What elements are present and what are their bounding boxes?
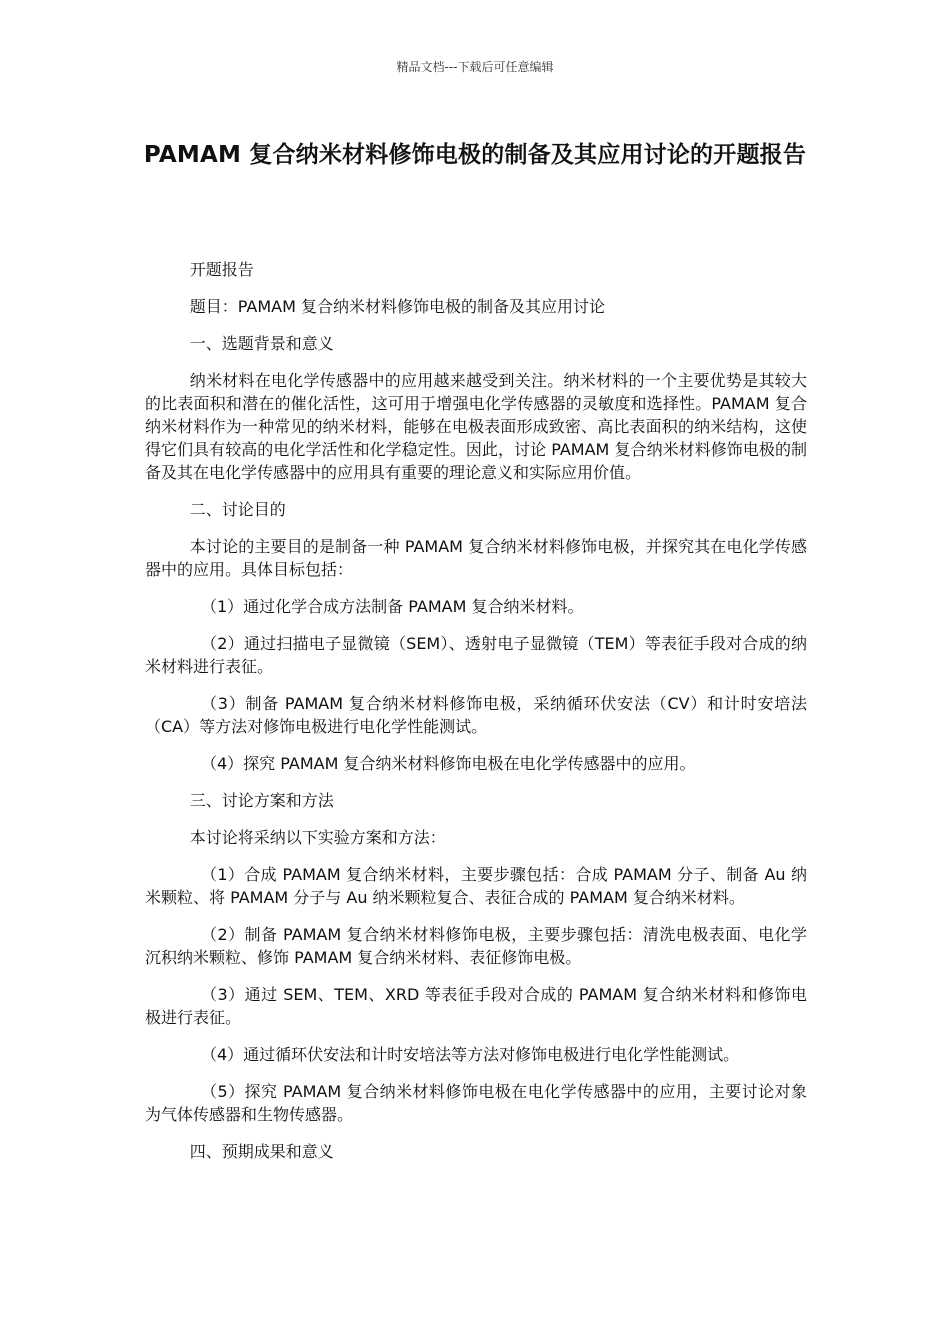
page-header-note: 精品文档---下载后可任意编辑: [396, 60, 554, 74]
methods-intro: 本讨论将采纳以下实验方案和方法：: [189, 828, 446, 847]
report-label: 开题报告: [189, 260, 254, 279]
methods-item-5: （5）探究 PAMAM 复合纳米材料修饰电极在电化学传感器中的应用，主要讨论对象为气体传感器和生物传感器。: [145, 1082, 807, 1124]
section-heading-purpose: 二、讨论目的: [189, 500, 286, 519]
section-heading-methods: 三、讨论方案和方法: [189, 791, 334, 810]
purpose-item-4: （4）探究 PAMAM 复合纳米材料修饰电极在电化学传感器中的应用。: [201, 754, 696, 773]
methods-item-2: （2）制备 PAMAM 复合纳米材料修饰电极，主要步骤包括：清洗电极表面、电化学沉积纳米颗粒、修饰 PAMAM 复合纳米材料、表征修饰电极。: [145, 925, 807, 967]
purpose-item-2: （2）通过扫描电子显微镜（SEM）、透射电子显微镜（TEM）等表征手段对合成的纳米材料进行表征。: [145, 634, 807, 676]
document-body: [145, 258, 807, 1177]
methods-item-4: （4）通过循环伏安法和计时安培法等方法对修饰电极进行电化学性能测试。: [201, 1045, 740, 1064]
document-title: PAMAM 复合纳米材料修饰电极的制备及其应用讨论的开题报告: [143, 142, 807, 168]
section-heading-background: 一、选题背景和意义: [189, 334, 334, 353]
purpose-item-1: （1）通过化学合成方法制备 PAMAM 复合纳米材料。: [201, 597, 584, 616]
methods-item-1: （1）合成 PAMAM 复合纳米材料，主要步骤包括：合成 PAMAM 分子、制备 Au 纳米颗粒、将 PAMAM 分子与 Au 纳米颗粒复合、表征合成的 PAMAM 复合纳米材料。: [145, 865, 807, 907]
methods-item-3: （3）通过 SEM、TEM、XRD 等表征手段对合成的 PAMAM 复合纳米材料和修饰电极进行表征。: [145, 985, 807, 1027]
section-heading-outcomes: 四、预期成果和意义: [189, 1142, 334, 1161]
purpose-paragraph: 本讨论的主要目的是制备一种 PAMAM 复合纳米材料修饰电极，并探究其在电化学传感器中的应用。具体目标包括：: [145, 537, 807, 579]
topic-line: 题目：PAMAM 复合纳米材料修饰电极的制备及其应用讨论: [189, 297, 606, 316]
purpose-item-3: （3）制备 PAMAM 复合纳米材料修饰电极，采纳循环伏安法（CV）和计时安培法（CA）等方法对修饰电极进行电化学性能测试。: [145, 694, 807, 736]
background-paragraph: 纳米材料在电化学传感器中的应用越来越受到关注。纳米材料的一个主要优势是其较大的比表面积和潜在的催化活性，这可用于增强电化学传感器的灵敏度和选择性。PAMAM 复合纳米材料作为一种常见的纳米材料，能够在电极表面形成致密、高比表面积的纳米结构，这使得它们具有较高的电化学活性和化学稳定性。因此，讨论 PAMAM 复合纳米材料修饰电极的制备及其在电化学传感器中的应用具有重要的理论意义和实际应用价值。: [145, 371, 807, 482]
